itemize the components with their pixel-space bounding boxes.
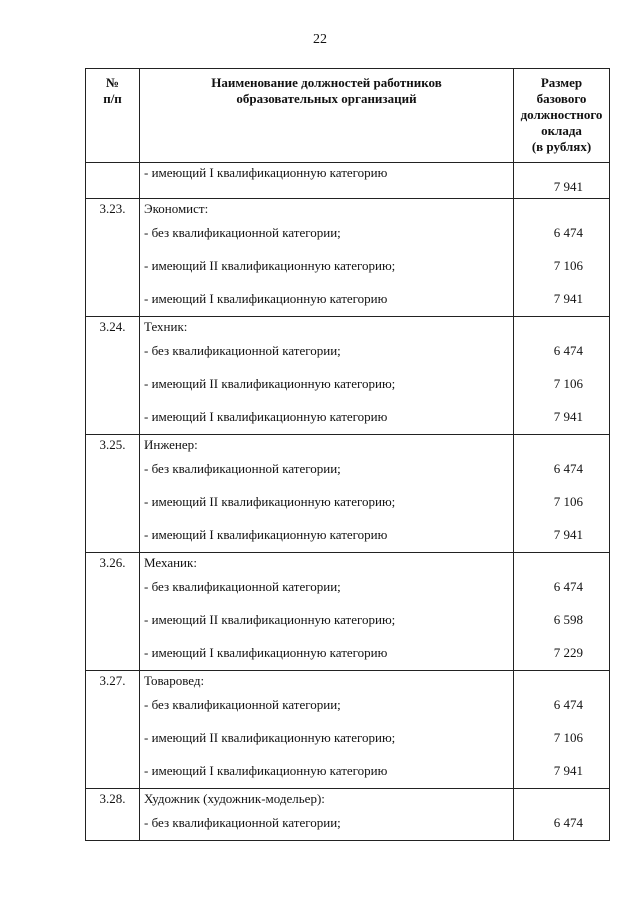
position-title: Механик: <box>144 555 197 570</box>
category-label: - имеющий I квалификационную категорию <box>144 527 388 542</box>
category-label: - без квалификационной категории; <box>144 697 341 712</box>
category-label: - без квалификационной категории; <box>144 343 341 358</box>
salary-value: 7 941 <box>553 409 583 424</box>
salary-value: 6 474 <box>553 697 583 712</box>
salary-value: 6 474 <box>553 815 583 830</box>
category-label: - имеющий I квалификационную категорию <box>144 291 388 306</box>
continuation-value: 7 941 <box>553 179 583 194</box>
header-salary: Размер базового должностного оклада (в рублях) <box>514 69 610 163</box>
category-label: - имеющий II квалификационную категорию; <box>144 494 396 509</box>
category-label: - без квалификационной категории; <box>144 815 341 830</box>
row-values <box>514 789 610 841</box>
category-label: - имеющий I квалификационную категорию <box>144 645 388 660</box>
position-title: Экономист: <box>144 201 209 216</box>
category-label: - без квалификационной категории; <box>144 461 341 476</box>
position-title: Инженер: <box>144 437 198 452</box>
continuation-label: - имеющий I квалификационную категорию <box>144 165 388 180</box>
category-label: - имеющий I квалификационную категорию <box>144 763 388 778</box>
salary-value: 7 106 <box>553 494 583 509</box>
salary-value: 7 229 <box>553 645 583 660</box>
page-number: 22 <box>313 32 327 47</box>
row-number: 3.23. <box>86 199 140 317</box>
category-label: - имеющий II квалификационную категорию; <box>144 612 396 627</box>
table-row <box>86 317 610 435</box>
position-title: Товаровед: <box>144 673 205 688</box>
category-label: - без квалификационной категории; <box>144 225 341 240</box>
salary-table <box>85 68 610 841</box>
row-values <box>514 317 610 435</box>
salary-value: 6 474 <box>553 343 583 358</box>
category-label: - имеющий II квалификационную категорию; <box>144 258 396 273</box>
row-number: 3.24. <box>86 317 140 435</box>
row-names <box>140 317 514 435</box>
salary-value: 7 106 <box>553 376 583 391</box>
salary-value: 7 106 <box>553 258 583 273</box>
row-names <box>140 435 514 553</box>
position-title: Техник: <box>144 319 188 334</box>
salary-value: 7 941 <box>553 763 583 778</box>
salary-value: 7 941 <box>553 291 583 306</box>
row-number: 3.28. <box>86 789 140 841</box>
row-number: 3.27. <box>86 671 140 789</box>
row-names <box>140 671 514 789</box>
row-number: 3.26. <box>86 553 140 671</box>
category-label: - имеющий I квалификационную категорию <box>144 409 388 424</box>
row-names <box>140 789 514 841</box>
salary-value: 6 474 <box>553 225 583 240</box>
salary-value: 6 474 <box>553 579 583 594</box>
row-names <box>140 553 514 671</box>
category-label: - без квалификационной категории; <box>144 579 341 594</box>
row-values <box>514 199 610 317</box>
salary-value: 6 474 <box>553 461 583 476</box>
row-values <box>514 553 610 671</box>
table-row <box>86 671 610 789</box>
table-row <box>86 789 610 841</box>
salary-value: 7 106 <box>553 730 583 745</box>
row-names <box>140 199 514 317</box>
salary-value: 6 598 <box>553 612 583 627</box>
position-title: Художник (художник-модельер): <box>144 791 325 806</box>
row-values <box>514 671 610 789</box>
category-label: - имеющий II квалификационную категорию; <box>144 730 396 745</box>
header-position-name: Наименование должностей работников образовательных организаций <box>140 69 514 163</box>
table-row <box>86 199 610 317</box>
row-number: 3.25. <box>86 435 140 553</box>
continuation-row <box>86 163 610 199</box>
table-row <box>86 435 610 553</box>
salary-value: 7 941 <box>553 527 583 542</box>
category-label: - имеющий II квалификационную категорию; <box>144 376 396 391</box>
row-values <box>514 435 610 553</box>
table-row <box>86 553 610 671</box>
header-number: № п/п <box>86 69 140 163</box>
